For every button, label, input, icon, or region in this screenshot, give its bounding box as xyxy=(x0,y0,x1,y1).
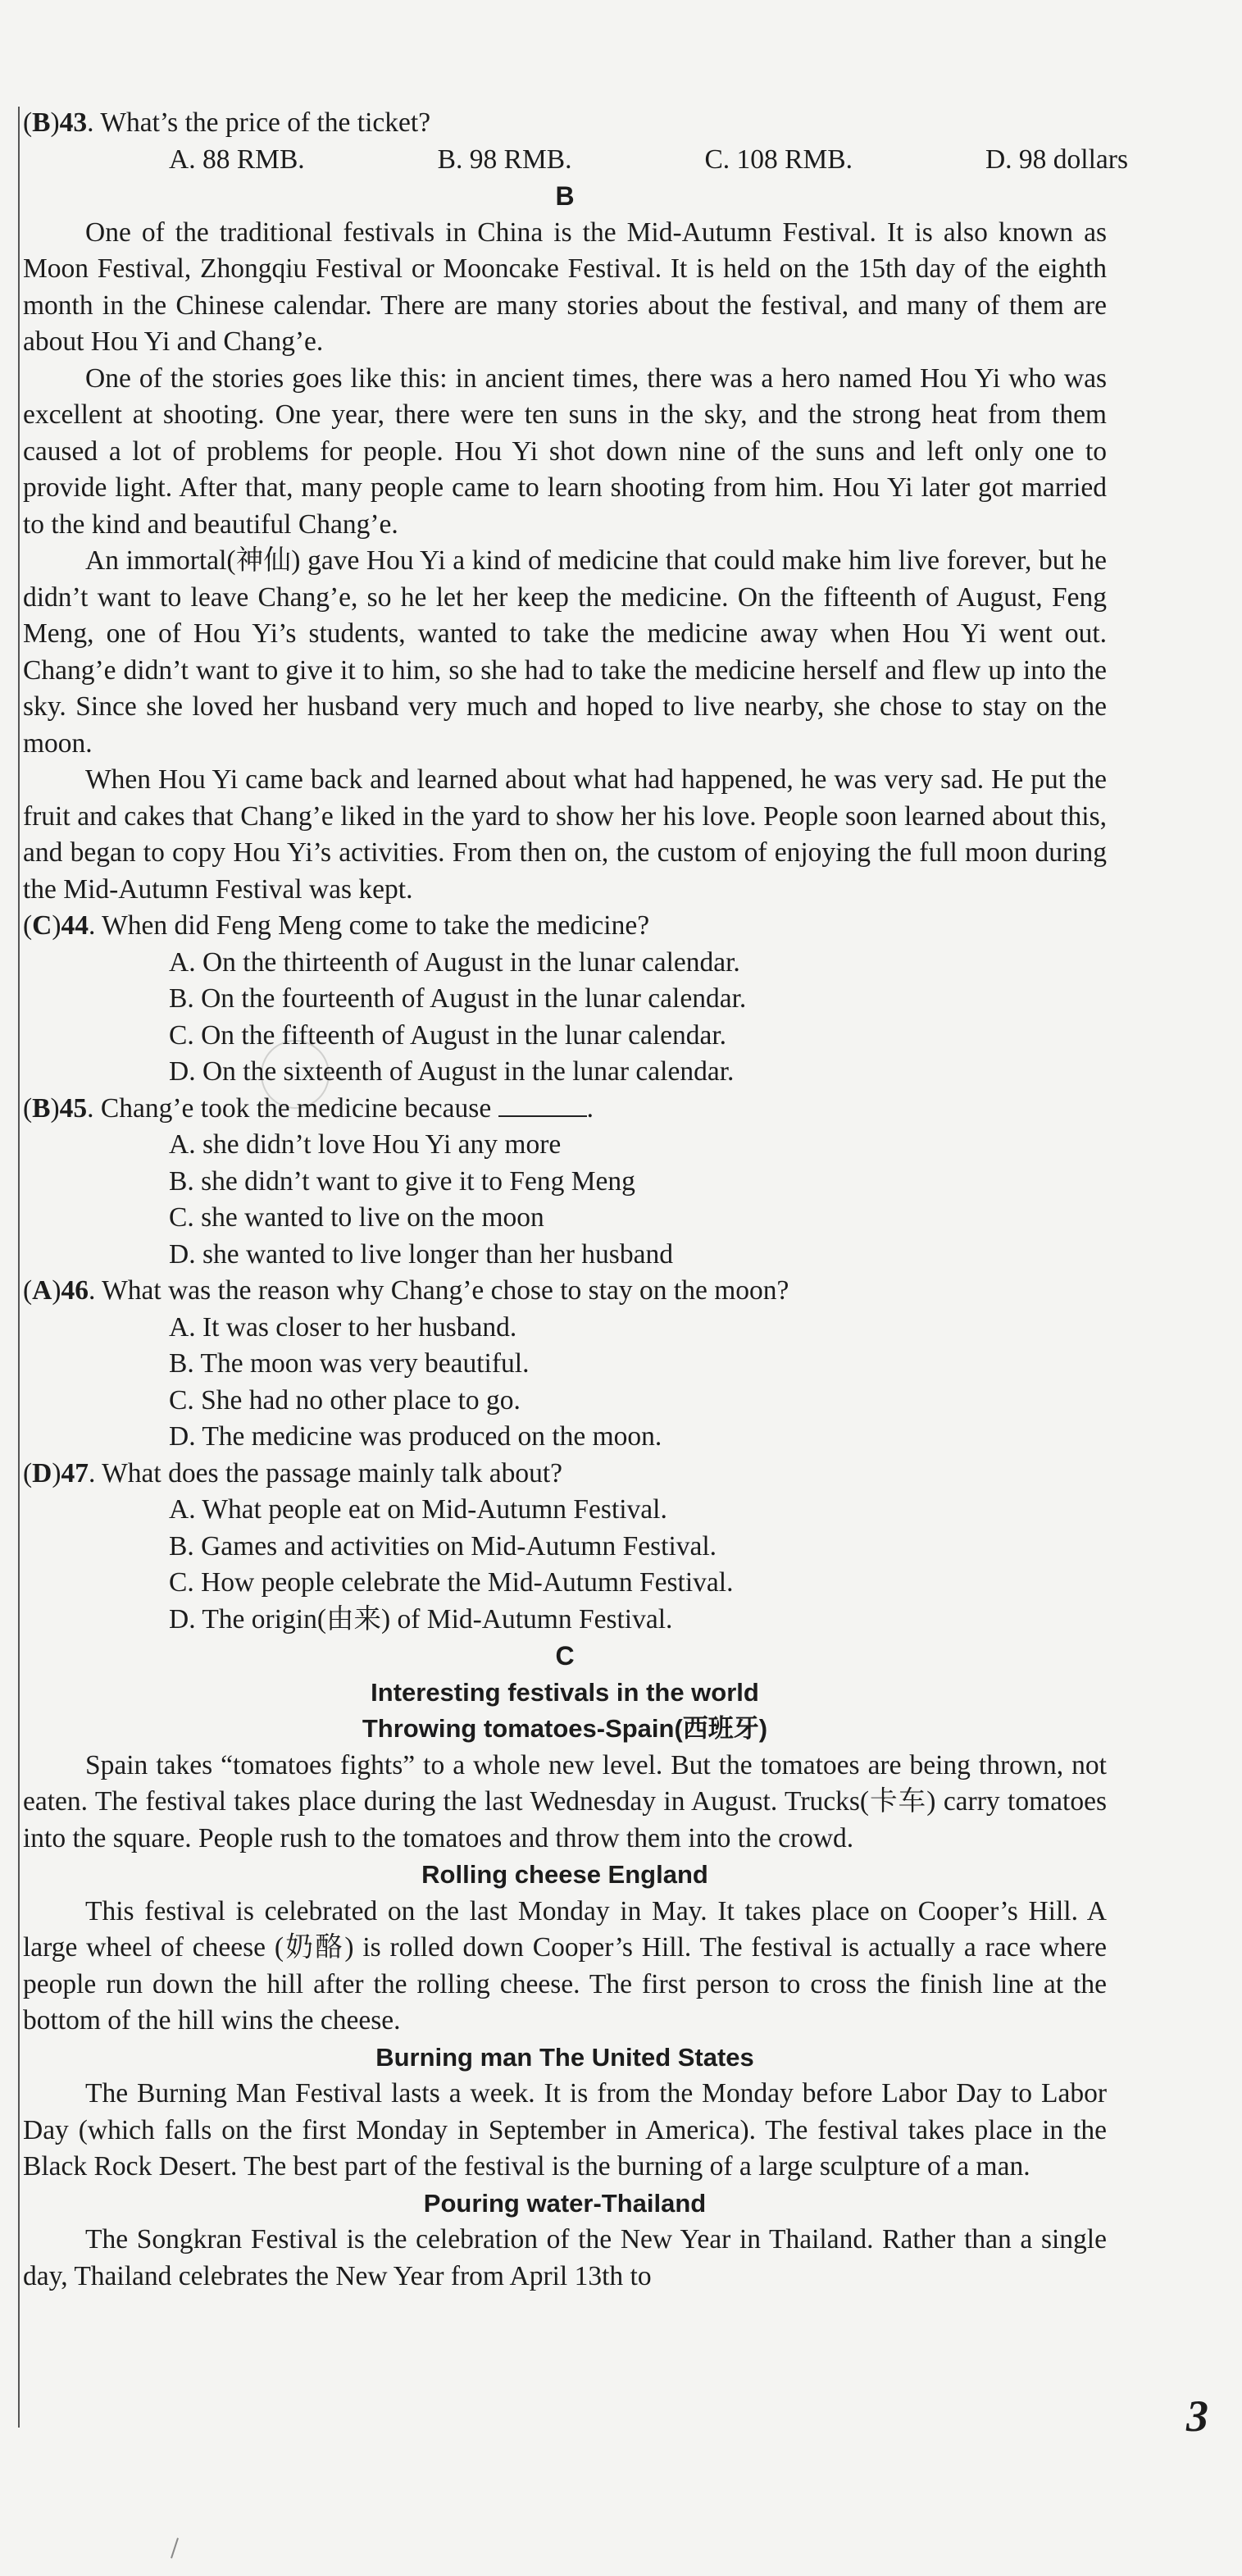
answer-44: C xyxy=(32,910,52,941)
question-45: (B)45. Chang’e took the medicine because . xyxy=(23,1091,1107,1128)
festival-heading: Pouring water-Thailand xyxy=(423,2188,707,2218)
options-43 xyxy=(169,142,1128,179)
passage-b-paragraph: One of the traditional festivals in China is the Mid-Autumn Festival. It is also known as Moon Festival, Zhongqiu Festival or Mooncake Festival. It is held on the 15th day of the eighth month in the Chinese calendar. There are many stories about the festival, and many of them are about Hou Yi and Chang’e. xyxy=(23,217,1107,357)
section-c-heading: C xyxy=(555,1641,575,1671)
question-45-end: . xyxy=(586,1092,594,1124)
question-number-44: 44 xyxy=(61,910,89,941)
option-47-b: B. Games and activities on Mid-Autumn Festival. xyxy=(169,1530,717,1562)
answer-43: B xyxy=(32,107,51,138)
festival-paragraph: This festival is celebrated on the last Monday in May. It takes place on Cooper’s Hill. A large wheel of cheese (奶酪) is rolled down Cooper’s Hill. The festival is actually a race where people run down the hill after the rolling cheese. The first person to cross the finish line at the bottom of the hill wins the cheese. xyxy=(23,1895,1107,2036)
option-43-c: C. 108 RMB. xyxy=(704,144,853,175)
festival-paragraph: Spain takes “tomatoes fights” to a whole new level. But the tomatoes are being thrown, not eaten. The festival takes place during the last Wednesday in August. Trucks(卡车) carry tomatoes into the square. People rush to the tomatoes and throw them into the crowd. xyxy=(23,1749,1107,1853)
page-content xyxy=(23,105,1128,2295)
answer-45: B xyxy=(32,1092,51,1124)
question-number-45: 45 xyxy=(59,1092,88,1124)
option-43-a: A. 88 RMB. xyxy=(169,144,305,175)
option-47-d: D. The origin(由来) of Mid-Autumn Festival. xyxy=(169,1603,673,1635)
question-number-47: 47 xyxy=(61,1457,89,1489)
question-47: (D)47. What does the passage mainly talk about? xyxy=(23,1457,563,1489)
answer-blank xyxy=(498,1091,587,1117)
question-text-43: What’s the price of the ticket? xyxy=(100,107,431,138)
question-number-43: 43 xyxy=(59,107,88,138)
answer-46: A xyxy=(32,1275,52,1306)
question-text-45: Chang’e took the medicine because xyxy=(100,1092,492,1124)
answer-47: D xyxy=(32,1457,52,1489)
festival-paragraph: The Songkran Festival is the celebration of the New Year in Thailand. Rather than a single day, Thailand celebrates the New Year from April 13th to xyxy=(23,2224,1107,2291)
margin-line xyxy=(18,107,20,2428)
question-43: (B)43. What’s the price of the ticket? xyxy=(23,107,431,138)
page-number: 3 xyxy=(1186,2391,1208,2441)
option-46-b: B. The moon was very beautiful. xyxy=(169,1348,530,1379)
option-47-c: C. How people celebrate the Mid-Autumn Festival. xyxy=(169,1567,734,1598)
option-44-d: D. On the sixteenth of August in the lunar calendar. xyxy=(169,1056,735,1087)
passage-b-paragraph: An immortal(神仙) gave Hou Yi a kind of medicine that could make him live forever, but he didn’t want to leave Chang’e, so he let her keep the medicine. On the fifteenth of August, Feng Meng, one of Hou Yi’s students, wanted to take the medicine away when Hou Yi went out. Chang’e didn’t want to give it to him, so she had to take the medicine herself and flew up into the sky. Since she loved her husband very much and hoped to live nearby, she chose to stay on the moon. xyxy=(23,545,1107,759)
question-46: (A)46. What was the reason why Chang’e chose to stay on the moon? xyxy=(23,1275,789,1306)
option-44-c: C. On the fifteenth of August in the lunar calendar. xyxy=(169,1019,727,1051)
option-45-c: C. she wanted to live on the moon xyxy=(169,1202,544,1233)
passage-b-paragraph: When Hou Yi came back and learned about what had happened, he was very sad. He put the fruit and cakes that Chang’e liked in the yard to show her his love. People soon learned about this, and began to copy Hou Yi’s activities. From then on, the custom of enjoying the full moon during the Mid-Autumn Festival was kept. xyxy=(23,764,1107,905)
option-46-c: C. She had no other place to go. xyxy=(169,1384,521,1416)
question-44: (C)44. When did Feng Meng come to take the medicine? xyxy=(23,910,650,941)
option-45-a: A. she didn’t love Hou Yi any more xyxy=(169,1129,562,1160)
option-44-b: B. On the fourteenth of August in the lunar calendar. xyxy=(169,983,747,1014)
option-47-a: A. What people eat on Mid-Autumn Festival. xyxy=(169,1494,667,1525)
festival-heading: Burning man The United States xyxy=(375,2042,754,2072)
option-43-b: B. 98 RMB. xyxy=(437,144,572,175)
passage-c-title: Interesting festivals in the world xyxy=(371,1677,759,1707)
passage-b-paragraph: One of the stories goes like this: in ancient times, there was a hero named Hou Yi who was excellent at shooting. One year, there were ten suns in the sky, and the strong heat from them caused a lot of problems for people. Hou Yi shot down nine of the suns and left only one to provide light. After that, many people came to learn shooting from him. Hou Yi later got married to the kind and beautiful Chang’e. xyxy=(23,362,1107,540)
question-text-47: What does the passage mainly talk about? xyxy=(102,1457,563,1489)
pencil-mark xyxy=(171,2537,179,2558)
option-44-a: A. On the thirteenth of August in the lunar calendar. xyxy=(169,946,740,978)
option-43-d: D. 98 dollars xyxy=(985,144,1128,175)
option-46-d: D. The medicine was produced on the moon. xyxy=(169,1421,662,1452)
festival-paragraph: The Burning Man Festival lasts a week. It is from the Monday before Labor Day to Labor Day (which falls on the first Monday in September in America). The festival takes place in the Black Rock Desert. The best part of the festival is the burning of a large sculpture of a man. xyxy=(23,2078,1107,2182)
question-number-46: 46 xyxy=(61,1275,89,1306)
festival-heading: Throwing tomatoes-Spain(西班牙) xyxy=(362,1714,768,1743)
festival-heading: Rolling cheese England xyxy=(421,1860,708,1889)
option-45-d: D. she wanted to live longer than her husband xyxy=(169,1238,673,1270)
question-text-44: When did Feng Meng come to take the medicine? xyxy=(102,910,650,941)
question-text-46: What was the reason why Chang’e chose to stay on the moon? xyxy=(102,1275,789,1306)
option-46-a: A. It was closer to her husband. xyxy=(169,1311,517,1343)
section-b-heading: B xyxy=(555,181,575,211)
option-45-b: B. she didn’t want to give it to Feng Meng xyxy=(169,1165,635,1197)
